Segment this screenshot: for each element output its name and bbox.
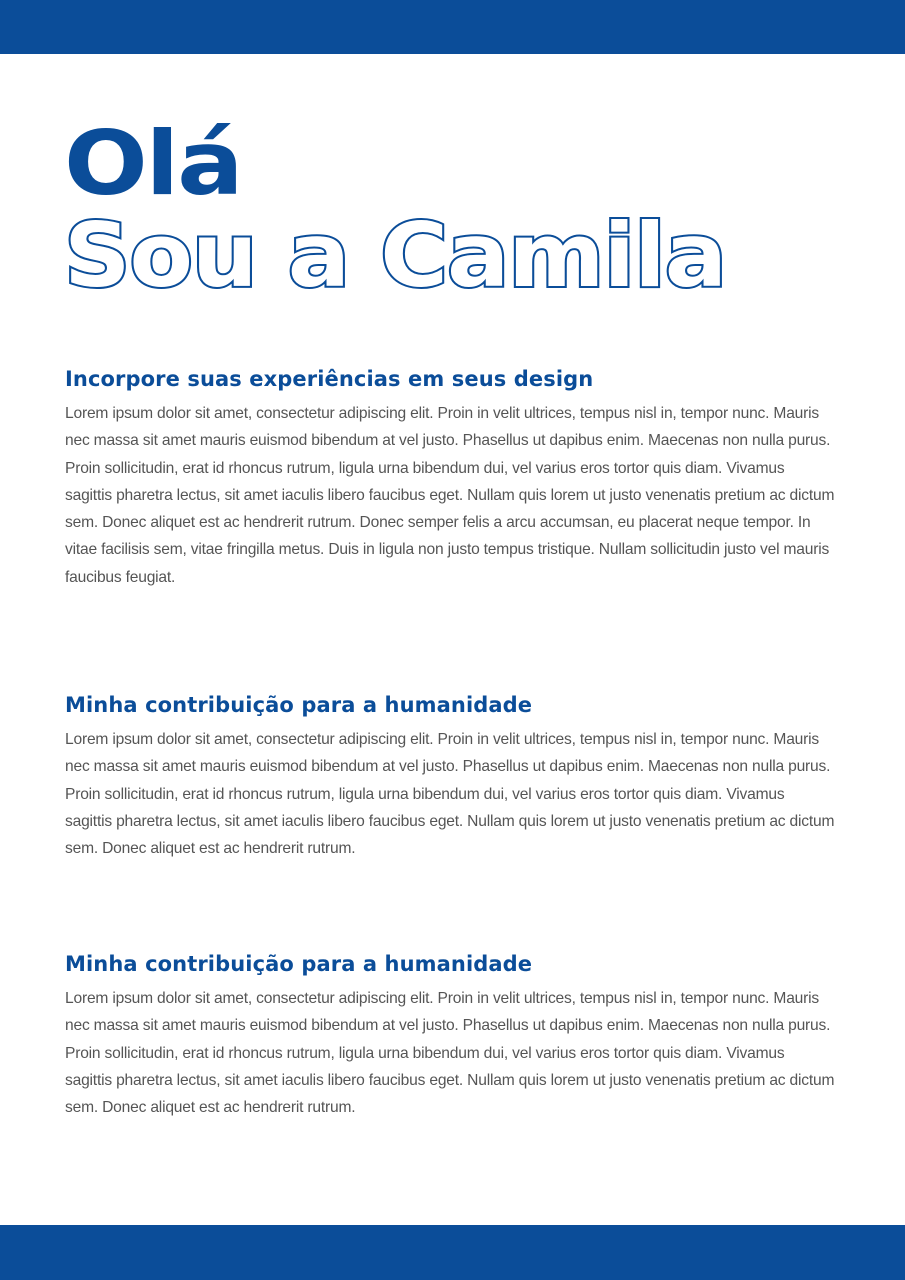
section-experiences	[65, 364, 835, 591]
section-body: Lorem ipsum dolor sit amet, consectetur adipiscing elit. Proin in velit ultrices, tempus nisl in, tempor nunc. Mauris nec massa sit amet mauris euismod bibendum at vel justo. Phasellus ut dapibus enim. Maecenas non nulla purus. Proin sollicitudin, erat id rhoncus rutrum, ligula urna bibendum dui, vel varius eros tortor quis diam. Vivamus sagittis pharetra lectus, sit amet iaculis libero faucibus eget. Nullam quis lorem ut justo venenatis pretium ac dictum sem. Donec aliquet est ac hendrerit rutrum.	[65, 731, 835, 858]
section-heading: Incorpore suas experiências em seus design	[65, 367, 594, 391]
section-contribution-2	[65, 949, 835, 1121]
section-contribution	[65, 690, 835, 862]
name-heading-outlined: Sou a Camila	[64, 204, 727, 307]
bottom-banner-bar	[0, 1225, 905, 1280]
section-heading: Minha contribuição para a humanidade	[65, 693, 533, 717]
section-body: Lorem ipsum dolor sit amet, consectetur adipiscing elit. Proin in velit ultrices, tempus nisl in, tempor nunc. Mauris nec massa sit amet mauris euismod bibendum at vel justo. Phasellus ut dapibus enim. Maecenas non nulla purus. Proin sollicitudin, erat id rhoncus rutrum, ligula urna bibendum dui, vel varius eros tortor quis diam. Vivamus sagittis pharetra lectus, sit amet iaculis libero faucibus eget. Nullam quis lorem ut justo venenatis pretium ac dictum sem. Donec aliquet est ac hendrerit rutrum.	[65, 990, 835, 1117]
greeting-heading: Olá	[64, 112, 242, 215]
section-body: Lorem ipsum dolor sit amet, consectetur adipiscing elit. Proin in velit ultrices, tempus nisl in, tempor nunc. Mauris nec massa sit amet mauris euismod bibendum at vel justo. Phasellus ut dapibus enim. Maecenas non nulla purus. Proin sollicitudin, erat id rhoncus rutrum, ligula urna bibendum dui, vel varius eros tortor quis diam. Vivamus sagittis pharetra lectus, sit amet iaculis libero faucibus eget. Nullam quis lorem ut justo venenatis pretium ac dictum sem. Donec aliquet est ac hendrerit rutrum. Donec semper felis a arcu accumsan, eu placerat neque tempor. In vitae facilisis sem, vitae fringilla metus. Duis in ligula non justo tempus tristique. Nullam sollicitudin justo vel mauris faucibus feugiat.	[65, 405, 835, 586]
top-banner-bar	[0, 0, 905, 54]
hero-title	[64, 112, 727, 307]
section-heading: Minha contribuição para a humanidade	[65, 952, 533, 976]
